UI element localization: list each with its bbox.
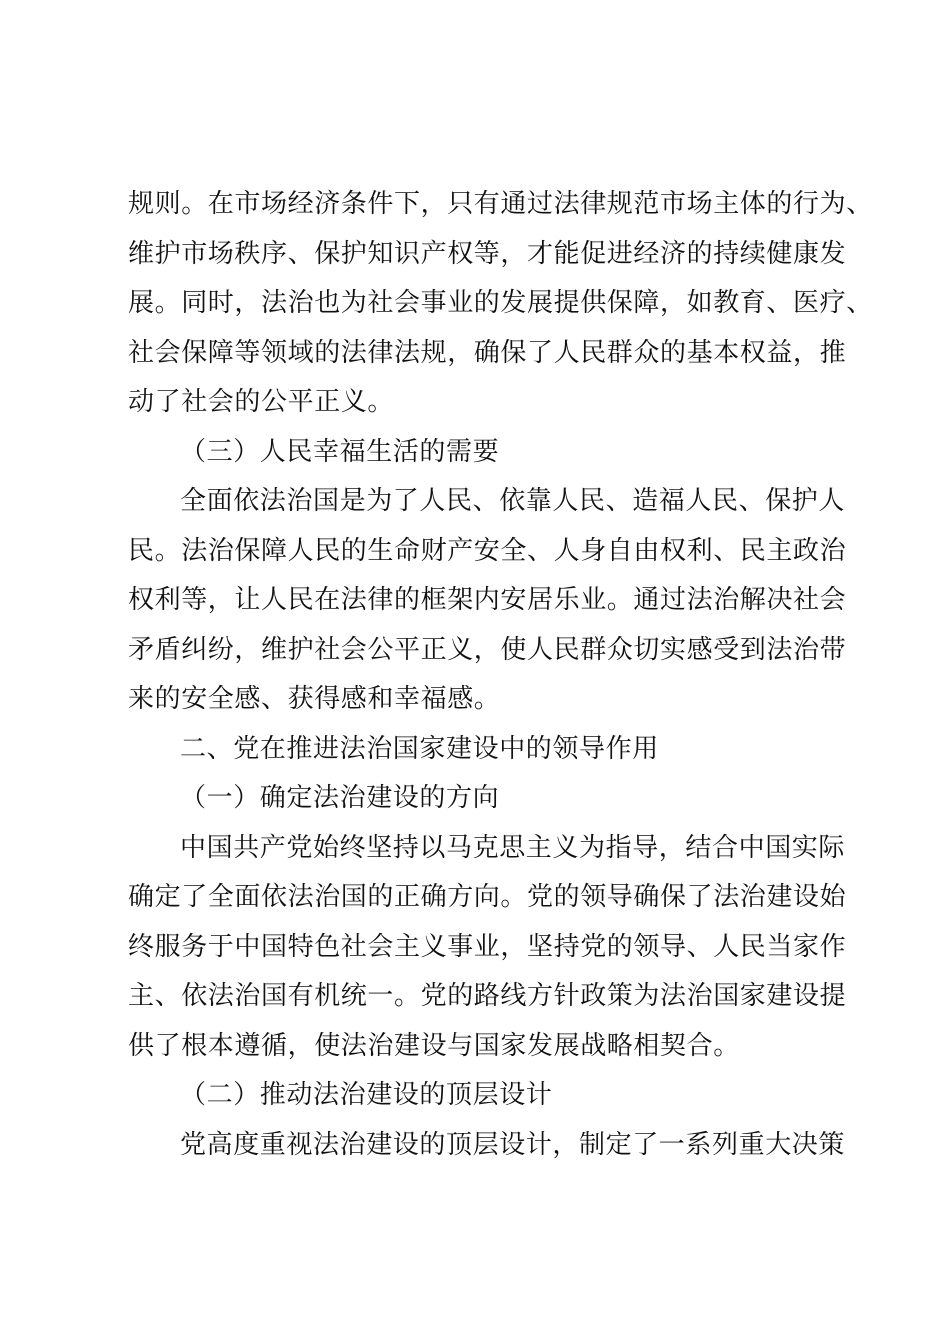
chapter-heading: 二、党在推进法治国家建设中的领导作用 bbox=[180, 733, 659, 764]
text-line: 主、依法治国有机统一。党的路线方针政策为法治国家建设提 bbox=[128, 981, 847, 1011]
section-heading: （一）确定法治建设的方向 bbox=[180, 783, 500, 813]
section-heading: （二）推动法治建设的顶层设计 bbox=[180, 1080, 553, 1110]
text-line: 来的安全感、获得感和幸福感。 bbox=[128, 684, 501, 714]
text-line: 动了社会的公平正义。 bbox=[128, 387, 395, 417]
text-line: 权利等，让人民在法律的框架内安居乐业。通过法治解决社会 bbox=[128, 585, 847, 615]
text-line: 确定了全面依法治国的正确方向。党的领导确保了法治建设始 bbox=[128, 882, 847, 912]
paragraph-start: 全面依法治国是为了人民、依靠人民、造福人民、保护人 bbox=[180, 486, 846, 516]
text-line: 终服务于中国特色社会主义事业，坚持党的领导、人民当家作 bbox=[128, 931, 847, 962]
text-line: 矛盾纠纷，维护社会公平正义，使人民群众切实感受到法治带 bbox=[128, 634, 847, 665]
text-line: 规则。在市场经济条件下，只有通过法律规范市场主体的行为、 bbox=[128, 189, 873, 219]
document-body bbox=[128, 180, 873, 1170]
paragraph-start: 中国共产党始终坚持以马克思主义为指导，结合中国实际 bbox=[180, 832, 846, 863]
text-line: 维护市场秩序、保护知识产权等，才能促进经济的持续健康发 bbox=[128, 238, 847, 269]
text-line: 民。法治保障人民的生命财产安全、人身自由权利、民主政治 bbox=[128, 535, 847, 566]
section-heading: （三）人民幸福生活的需要 bbox=[180, 436, 500, 467]
text-line: 供了根本遵循，使法治建设与国家发展战略相契合。 bbox=[128, 1030, 740, 1061]
text-line: 社会保障等领域的法律法规，确保了人民群众的基本权益，推 bbox=[128, 337, 847, 368]
text-line: 展。同时，法治也为社会事业的发展提供保障，如教育、医疗、 bbox=[128, 288, 873, 318]
paragraph-start: 党高度重视法治建设的顶层设计，制定了一系列重大决策 bbox=[180, 1129, 846, 1160]
